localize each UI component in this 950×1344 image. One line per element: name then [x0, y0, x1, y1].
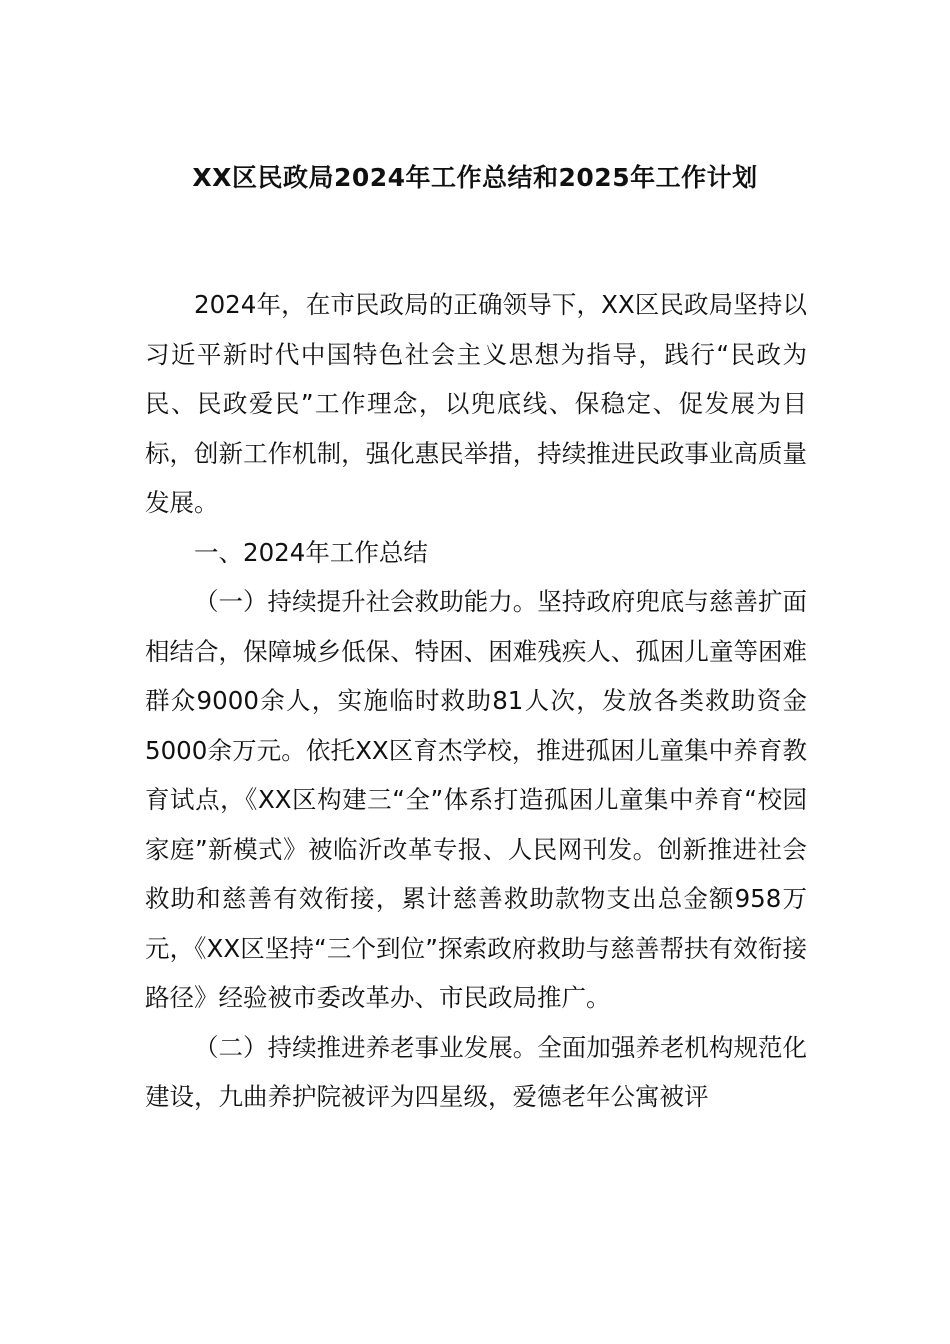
social-assistance-paragraph: （一）持续提升社会救助能力。坚持政府兜底与慈善扩面相结合，保障城乡低保、特困、困难残疾人、孤困儿童等困难群众9000余人，实施临时救助81人次，发放各类救助资金5000余万元。依托XX区育杰学校，推进孤困儿童集中养育教育试点，《XX区构建三“全”体系打造孤困儿童集中养育“校园家庭”新模式》被临沂改革专报、人民网刊发。创新推进社会救助和慈善有效衔接，累计慈善救助款物支出总金额958万元，《XX区坚持“三个到位”探索政府救助与慈善帮扶有效衔接路径》经验被市委改革办、市民政局推广。 [145, 587, 807, 1012]
document-body [145, 280, 807, 1122]
document-title: XX区民政局2024年工作总结和2025年工作计划 [192, 163, 758, 192]
section-heading-2024-summary: 一、2024年工作总结 [194, 537, 428, 567]
intro-paragraph: 2024年，在市民政局的正确领导下，XX区民政局坚持以习近平新时代中国特色社会主义思想为指导，践行“民政为民、民政爱民”工作理念，以兜底线、保稳定、促发展为目标，创新工作机制，强化惠民举措，持续推进民政事业高质量发展。 [145, 290, 807, 517]
elderly-care-paragraph: （二）持续推进养老事业发展。全面加强养老机构规范化建设，九曲养护院被评为四星级，爱德老年公寓被评 [145, 1032, 807, 1111]
